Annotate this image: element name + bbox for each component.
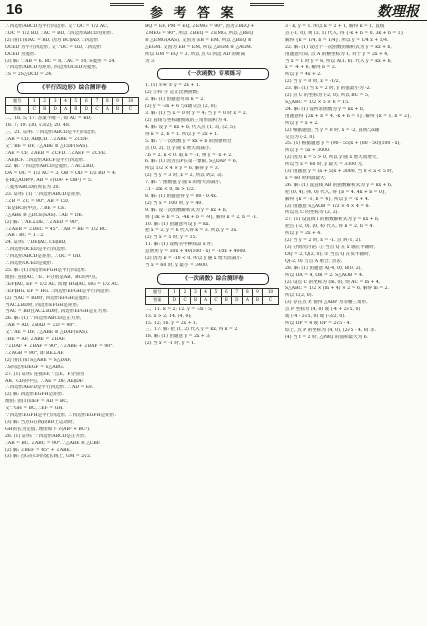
answer-line: ∴BE = AF, ∠ABE = ∠DAF. — [5, 337, 66, 343]
answer-table-cell: A — [201, 296, 211, 304]
section-banner: 《一次函数》综合测评卷 — [157, 273, 269, 285]
answer-table-cell: A — [61, 106, 71, 114]
answer-table-cell: B — [112, 106, 122, 114]
answer-table-cell: B — [40, 106, 50, 114]
answer-line: 所以 y = x + 2. — [285, 120, 319, 126]
answer-line: 综上, 点 P 的坐标为 (4, 0), (2√5 - 4, 0) 等. — [285, 327, 376, 333]
answer-table-cell: 2 — [40, 98, 50, 106]
answer-table-cell: D — [50, 106, 61, 114]
answer-table-cell: C — [211, 296, 222, 304]
answer-line: (2) 设点 C 的坐标为 (m, 0), 则 AC = m + 4, — [285, 279, 381, 285]
answer-table-cell: 10 — [123, 98, 139, 106]
answer-line: 18. 解: (1) 由题意 y = 2x + 3; — [145, 334, 211, 340]
answer-line: 7. 解: ∵函数值 y 随 x 的增大而减小, — [145, 180, 222, 186]
answer-line: ∵四边形ABCD是矩形, ∴OC = OD. — [5, 254, 82, 260]
header-decoration-left — [110, 3, 144, 18]
answer-line: 把 x = 2, y = 6 代入得 k = 3. 所以 y = 3x. — [145, 228, 238, 234]
answer-line: 3. 解: (1) 当 x = 0 时 y = 4; 当 y = 0 时 x = 2. — [145, 111, 248, 117]
answer-line: x = -4 + 6, 解得 b = 2. — [285, 65, 337, 71]
answer-line: 2. 解: (1) 由题意可知 k = 2. — [145, 97, 205, 103]
answer-line: ∵四边形EGFH是平行四边形, ∴四边形EGFH是矩形. — [5, 413, 116, 419]
answer-table-cell: 题号 — [146, 288, 169, 296]
answer-line: (2) 解: 四边形EGFH是矩形. — [5, 392, 64, 398]
answer-line: 把点 (-2, 0), (0, 4) 代入, 得 k = 2, b = 4. — [285, 224, 374, 230]
answer-line: OCED 为菱形. — [5, 51, 37, 57]
answer-line: ∴∠AGB = 90°, 即 BE⊥AF. — [5, 350, 65, 356]
answer-line: 把 (0, 4), (4, 0) 代入, 得 {b = 4, 4k + b = 0}, — [285, 189, 387, 195]
answer-line: △EGM. 又因为 EB = EM, 所以 △EGM ≌ △AGM. — [145, 44, 253, 50]
page-number: 16 — [6, 1, 23, 18]
answer-line: 所以 y = 4x + 2. — [285, 72, 322, 78]
answer-line: 28. 解: (1) 由题意 A(-4, 0), B(0, 2), — [285, 265, 362, 271]
answer-line: 理由: 由(1)知EF = AD = BC, — [5, 399, 69, 405]
answer-line: (2) 由(1)知 S△ABE = S△DAF, — [5, 357, 72, 363]
answer-line: BQ = EF, PM = EQ, ∠EMG = 90°, 因为∠BEQ + — [145, 24, 255, 29]
answer-line: 由题意可知, 点 A 的横坐标为 1, 对于 y = 2x + 4, — [285, 51, 389, 57]
answer-line: 23. 解: (1) 当 x = 2 时, y 的值最小为 -2. — [285, 86, 372, 92]
answer-line: ∴AE∥CF. ∴四边形AECF是平行四边形. — [5, 157, 85, 163]
answer-line: 三、17. 解: 把 (1, 2) 代入 y = kx, 得 k = 2. — [145, 327, 239, 333]
answer-line: ∴四边形OCED是平行四边形. — [5, 247, 67, 253]
answer-line: (2) 解: ∵AE⊥DE, ∴∠AED = 90°, — [5, 219, 80, 225]
answer-line: 为 3. — [145, 58, 156, 64]
answer-line: (2) 当 y = 0 时, x = -1/2, — [285, 79, 341, 85]
answer-table-cell: C — [180, 296, 191, 304]
answer-line: 27. (1) 证明: 连接EF, ∵点E、F分别为 — [5, 371, 85, 377]
answer-table-cell: 答案 — [6, 106, 29, 114]
answer-line: (2) 根据题意, 当 y = 0 时, x = -2, 直线与x轴 — [285, 127, 380, 133]
answer-line: 13. x > 2; 14. (4, 0); — [145, 313, 192, 319]
answer-line: (2) 当 x = 100 时, y = 40. — [145, 200, 203, 206]
answer-line: 所以 GM = EQ = 3. 所以 点 G 到边 AD 的距离 — [145, 51, 246, 57]
answer-line: (2) 点 C 的坐标为 (-2, 0), 所以 BC = 5, — [285, 93, 370, 99]
answer-line: 二、16. 5; 17. 答案不唯一, 如 AC = BD; — [5, 116, 92, 122]
answer-table-row — [146, 288, 279, 296]
answer-line: 所以 OA = 4, OB = 2. S△AOB = 4. — [285, 272, 364, 278]
answer-line: ∴AB : BC = 1 : 2. — [5, 233, 45, 239]
answer-line: 当 x = 1 时 y = 6, 所以 A(1, 6). 代入 y = kx + b, — [285, 58, 392, 64]
answer-table-cell: 题号 — [6, 98, 29, 106]
answer-line: 3 - k, y = 1. 所以 k = 2 + 1, 解得 k = 1, 直线 — [285, 24, 385, 29]
section-banner: 《一次函数》专项练习 — [157, 68, 269, 80]
answer-table-cell: 5 — [211, 288, 222, 296]
section-banner: 《平行四边形》综合测评卷 — [17, 82, 129, 94]
answer-line: 理由: 连接AC, ∵E、F分别是AB、BC的中点, — [5, 274, 98, 280]
answer-table-cell: 6 — [81, 98, 92, 106]
answer-table-cell: 8 — [242, 288, 252, 296]
answer-line: 在Rt△AOB中, AB = √(OA² + OB²) = 5. — [5, 178, 93, 184]
answer-line: 22. 解: ∵四边形ABCD是菱形, ∴AC⊥BD, — [5, 164, 95, 170]
answer-line: 点 P 坐标为 (4, 0) 或 (-4 + 2√5, 0) — [285, 307, 361, 313]
answer-line: AB、CD的中点, ∴AE = DF, AE∥DF. — [5, 378, 84, 384]
answer-line: 三、21. 证明: ∵四边形ABCD是平行四边形, — [5, 129, 97, 135]
answer-table-cell: 8 — [102, 98, 112, 106]
answer-line: 24. 解: (1) 设所求函数为 y = kx + b, — [285, 106, 365, 112]
answer-table-cell: B — [252, 296, 262, 304]
answer-table-cell: 10 — [263, 288, 279, 296]
answer-line: OA = OC = 1/2 AC = 3, OB = OD = 1/2 BD = 4. — [5, 171, 117, 177]
answer-table-cell: B — [71, 106, 81, 114]
answer-line: ∴EF∥HG, EF = HG. ∴四边形EFGH是平行四边形. — [5, 288, 111, 294]
answer-line: ∴AE = CF, ∠AEB = ∠CFD. ∴∠AEF = ∠CFE. — [5, 150, 107, 156]
answer-line: 得 k = 2, b = 1. 所以 y = 2x + 1. — [145, 131, 219, 137]
answer-line: (2) 解: ∠BEF = 45° + ∠ABE. — [5, 447, 72, 453]
answer-line: S△ABC = 1/2 × 5 × 6 = 15. — [285, 99, 350, 105]
column-middle — [145, 24, 281, 622]
answer-line: ∴四边形ABCD为平行四边形. 又∵OC = 1/2 AC, — [5, 24, 109, 29]
answer-table-cell: B — [190, 296, 200, 304]
answer-table-row — [146, 296, 279, 304]
answer-table-cell: 5 — [71, 98, 81, 106]
answer-line: ∵E是BC的中点, ∴BE = CE. — [5, 205, 66, 211]
answer-line: 8. 解: (1) 由题意得 y = 80 - 0.4x. — [145, 193, 218, 199]
answer-line: x = 60 时利润最大. — [285, 175, 327, 181]
answer-line: 点 (-1, 0), 则 (3, 1) 代入, 得 {-k + b = 0, 3k + b = 1} — [285, 30, 404, 36]
answer-line: ∴S = 2S△OCD = 24. — [5, 72, 53, 78]
answer-table-cell: 3 — [190, 288, 200, 296]
answer-line: 点 (0, 2), 且 y 随 x 增大而减小, — [145, 145, 211, 151]
answer-table-cell: 3 — [50, 98, 61, 106]
answer-table-cell: C — [263, 296, 279, 304]
answer-table-cell: A — [102, 106, 112, 114]
answer-line: 25. (1) 根据题意 y = (90 - 55)x + (80 - 50)(100 - x), — [285, 141, 401, 147]
answer-table-cell: D — [169, 296, 180, 304]
answer-line: ∴AB = CD, AB∥CD. ∴∠ABE = ∠CDF. — [5, 136, 89, 142]
page-header — [0, 0, 427, 21]
answer-line: 5. 解: ∵一次函数 y = kx + b 的图象经过 — [145, 138, 232, 144]
answer-line: 又∵AE = DF, ∴△ABE ≌ △DAF(SAS). — [5, 330, 89, 336]
answer-line: ∴△ABE ≌ △DCE(SAS). ∴AE = DE. — [5, 212, 84, 218]
answer-line: 18. 7; 19. (30, √3/2); 20. 48. — [5, 122, 71, 128]
answer-table-cell: 2 — [180, 288, 191, 296]
answer-line: (2) 当 y = 2 时, x = -1. 点 P(-1, 2). — [285, 238, 362, 244]
answer-table-cell: D — [231, 296, 242, 304]
answer-line: (3) 解: 当点G在线段BD上运动时, — [5, 419, 75, 425]
answer-line: (3) 分情况讨论: ① 当点 Q 在 x 轴正半轴时, — [285, 245, 376, 250]
answer-line: 22. 解: (1) 设这个一次函数的解析式为 y = kx + b, — [285, 44, 392, 50]
answer-table-cell: 4 — [201, 288, 211, 296]
answer-line: 11. 解: (1) 设购买甲种商品 x 件, — [145, 242, 214, 248]
answer-line: (2) 因为 k = 5 > 0, 所以 y 随 x 增大而增大, — [285, 155, 378, 161]
answer-line: 25. 解: (1) 四边形EFGH是平行四边形. — [5, 268, 87, 273]
answer-line: 所以 y = 2x + 4. — [285, 231, 322, 237]
answer-table-cell: 6 — [221, 288, 231, 296]
answer-line: ∵四边形ABCD为矩形, 四边形OCED为菱形, — [5, 65, 98, 71]
answer-line: 交点为 (-2, 0). — [285, 134, 316, 140]
answer-line: 又∵GH = BC, ∴EF = GH. — [5, 406, 64, 412]
answer-line: 所以 1/2 × 4 × y = 6, 解得 y = 3. — [145, 166, 220, 172]
answer-line: 或 (-4 - 2√5, 0) 或 (-3/2, 0). — [285, 314, 346, 320]
answer-line: 所以 OP = 4 或 OP = 2√5 - 4. — [285, 320, 351, 326]
answer-line: ∴1 - 2m < 0, m > 1/2. — [145, 187, 196, 193]
answer-line: (3) 存在点 P, 使得 △ABP 为等腰三角形, — [285, 300, 368, 306]
answer-line: (3) 由题意 y = (a + 5)x + 3000, 当 0 < a < 5 时, — [285, 169, 394, 175]
answer-line: ∴四边形AEFD是平行四边形. ∴AD = EF. — [5, 385, 94, 391]
answer-line: ∴菱形ABCD的周长为 20. — [5, 185, 60, 191]
answer-line: 26. 解: (1) ∵四边形ABCD是正方形, — [5, 316, 82, 322]
answer-line: OCED 为平行四边形, 又∵OC = OD, ∴四边形 — [5, 44, 102, 50]
answer-table-cell: C — [29, 106, 40, 114]
header-decoration-right — [250, 3, 284, 18]
answer-line: ∴四边形OCED是菱形. — [5, 261, 53, 267]
answer-line: 所以点 C 的坐标为 (2, 2). — [285, 210, 339, 216]
answer-table-cell: C — [123, 106, 139, 114]
answer-table-row — [6, 106, 139, 114]
answer-line: ∴∠B = ∠C = 90°, AB = CD. — [5, 198, 70, 204]
answer-table-cell: 7 — [231, 288, 242, 296]
answer-line: 解得 {k = 1/4, b = 1/4}, 所以 y = 1/4 x + 1/4. — [285, 37, 389, 43]
answer-line: (2) 因为 k = -10 < 0, 所以 y 随 x 增大而减小. — [145, 256, 243, 262]
answer-line: 解得 {k = -1, b = 4}, 所以 y = -x + 4. — [285, 196, 370, 202]
column-right — [285, 24, 421, 622]
answer-line: 当 x = 60 时, y 最小 = 3400. — [145, 263, 209, 268]
header-title: 参 考 答 案 — [150, 6, 237, 21]
answer-line: 当AC⊥BD时, 四边形EFGH是矩形; — [5, 302, 79, 308]
answer-table — [5, 97, 139, 114]
answer-line: OQ = 2, Q(2, 0); ② 当点 Q 在负半轴时, — [285, 251, 371, 257]
answer-line: (3) 解: 点G在CF的延长线上, GM = 2√2. — [5, 454, 92, 460]
answer-line: 26. 解: (1) 设直线 AB 的函数解析式为 y = kx + b, — [285, 182, 393, 188]
answer-table-cell: 答案 — [146, 296, 169, 304]
answer-line: ∵∠DAF + ∠BAF = 90°, ∴∠ABE + ∠BAF = 90°. — [5, 343, 114, 349]
answer-line: (2) 当 x = 5 时, y = 15. — [145, 235, 197, 241]
answer-line: (4) 当 t = 2 时, △PBQ 的面积最大为 6. — [285, 334, 369, 340]
answer-line: 6. 解: (1) 因为点P在第一象限, S△OAP = 6, — [145, 159, 238, 165]
answer-line: 4. 解: 设 y = kx + b, 代入点 (1, 3), (2, 5), — [145, 124, 237, 130]
answer-line: GH的长为定值, 理由如下 √(AB² + BC²). — [5, 426, 91, 432]
answer-table-cell: D — [81, 106, 92, 114]
answer-table-cell: 7 — [92, 98, 103, 106]
answer-table-cell: 1 — [169, 288, 180, 296]
answer-table-cell: C — [92, 106, 103, 114]
answer-line: 10. 解: (1) 由题意可设 y = kx, — [145, 221, 210, 227]
answer-table-cell: A — [242, 296, 252, 304]
answer-table-cell: 9 — [112, 98, 122, 106]
answer-line: ∴OC = 1/2 BD, ∴AC = BD, ∴四边形ABCD为矩形. — [5, 30, 113, 36]
answer-table-row — [6, 98, 139, 106]
column-left — [5, 24, 141, 622]
answer-table — [145, 288, 279, 305]
answer-line: (2) 由题意 S△AOB = 1/2 × 4 × 4 = 8. — [285, 203, 371, 209]
answer-table-cell: 9 — [252, 288, 262, 296]
answer-line: 15. 12; 16. y = 2x + 1. — [145, 320, 198, 326]
newspaper-name: 数理报 — [377, 4, 419, 20]
answer-line: 则 {3k + b = 5, -4k + b = -9}, 解得 k = 2, b = -1. — [145, 214, 258, 220]
answer-line: ∴AB = AD, ∠BAD = ∠D = 90°. — [5, 323, 77, 329]
answer-line: 由题意得 {2k + b = 4, -k + b = 1}, 解得 {k = 1, b = 2}, — [285, 113, 412, 119]
answer-table-cell: 1 — [29, 98, 40, 106]
answer-line: 所以 y = 5x + 3000. — [285, 148, 331, 154]
answer-line: (3) 解: ∵AB = 6, BC = 8, ∴AC = 10, S菱形 = 24. — [5, 58, 116, 64]
answer-table-cell: 4 — [61, 98, 71, 106]
answer-line: (2) 当 x = -1 时, y = 1. — [145, 341, 196, 347]
answer-line: ∴∠AEB = ∠DEC = 45°. ∴AB = BE = 1/2 BC. — [5, 226, 108, 232]
answer-line: 所以 C(2, 0). — [285, 293, 313, 299]
answer-line: (2) 由(1)知AC = BD, 因为 BC∥AD, ∴四边形 — [5, 37, 99, 43]
answer-line: 23. 证明: (1) ∵四边形ABCD是矩形, — [5, 192, 82, 198]
answer-line: (2) 直线与坐标轴围成的三角形面积为 4. — [145, 117, 228, 123]
answer-line: 又∵BE = DF, ∴△ABE ≌ △CDF(SAS). — [5, 143, 89, 149]
answer-line: ∴EF∥AC, EF = 1/2 AC. 同理 HG∥AC, HG = 1/2 AC. — [5, 281, 120, 287]
answer-line: 27. (1) 设直线 l 的函数解析式为 y = kx + b, — [285, 217, 380, 223]
answer-line: (2) y = -3x + 6 与x轴交点 (2, 0); — [145, 104, 217, 110]
answer-line: ∴AB = BC, ∠ABC = 90°. ∴△ABE ≌ △CBF. — [5, 440, 101, 446]
answer-line: (2) ③和 ④ 是正比例函数; — [145, 90, 199, 96]
answer-line: (2) 当AC = BD时, 四边形EFGH是菱形; — [5, 295, 90, 301]
answer-line: 二、11. k = 2; 12. y = -3x - 5; — [145, 306, 213, 312]
answer-line: 总费用 y = 30x + 40(100 - x) = -10x + 4000. — [145, 249, 247, 255]
answer-line: 1. (1) ①④ ② y = 2x + 1. — [145, 83, 201, 89]
answer-line: 28. (1) 证明: ∵四边形ABCD是正方形, — [5, 433, 87, 439]
answer-line: (2) 当 y = 3 时, x = 2, 所以 P(2, 3). — [145, 173, 224, 179]
answer-table-cell: B — [221, 296, 231, 304]
answer-line: Q(-2, 0) 与点 A 重合, 舍去. — [285, 258, 343, 264]
answer-line: S△ABC = 1/2 × (m + 4) × 2 = 6, 解得 m = 2. — [285, 286, 389, 292]
answer-line: 当AC = BD且AC⊥BD时, 四边形EFGH是正方形. — [5, 309, 109, 315]
answer-line: ∴b = 2, k < 0. 取 k = -1, 则 y = -x + 2. — [145, 152, 233, 158]
answer-line: 9. 解: 设一次函数解析式为 y = kx + b, — [145, 207, 228, 213]
answer-line: ∴S四边形DEGF = S△ABG. — [5, 364, 64, 370]
answer-line: ≌ △EMG(AAS), 又因为 EB = EM, 所以 △BEQ ≌ — [145, 37, 252, 43]
answer-line: 24. 证明: ∵DE∥AC, CE∥BD, — [5, 240, 67, 246]
answer-line: ∠MEG = 90°, 所以 ∠BEQ = ∠EMG, 所以 △BEQ — [145, 30, 254, 36]
answer-line: 所以当 x = 60 时, y 最大 = 3300 元. — [285, 162, 364, 168]
